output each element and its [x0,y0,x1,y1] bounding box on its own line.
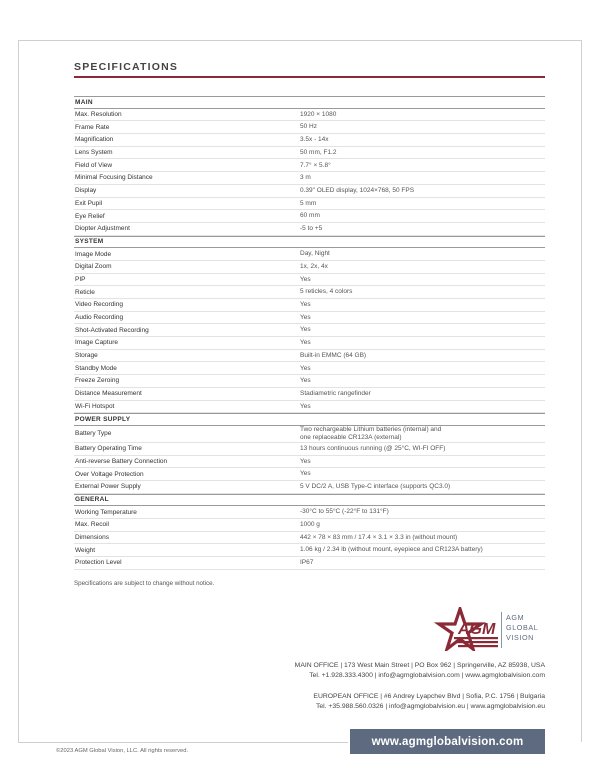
spec-row [74,121,545,134]
spec-label: Display [75,187,97,195]
spec-value: Built-in EMMC (64 GB) [300,351,367,359]
spec-label: Over Voltage Protection [75,470,144,478]
spec-label: Image Capture [75,339,118,347]
spec-value: 0.39" OLED display, 1024×768, 50 FPS [300,186,415,194]
main-office-line: MAIN OFFICE | 173 West Main Street | PO Box 962 | Springerville, AZ 85938, USA [294,662,545,669]
spec-row [74,198,545,211]
section-header [74,413,545,426]
spec-row [74,185,545,198]
spec-value: -5 to +5 [300,224,323,232]
logo-wordmark [506,613,538,643]
logo-divider [501,612,502,648]
spec-label: Distance Measurement [75,390,142,398]
spec-value: 3.5x - 14x [300,136,329,144]
spec-row [74,557,545,570]
spec-row [74,506,545,519]
spec-label: Battery Type [75,430,112,438]
spec-value: Yes [300,313,311,321]
section-title: MAIN [75,98,93,106]
spec-value: Yes [300,402,311,410]
spec-label: Eye Relief [75,212,105,220]
page-frame-bottom [18,742,348,743]
spec-value: 3 m [300,174,311,182]
spec-value: 5 V DC/2 A, USB Type-C interface (supports QC3.0) [300,483,451,491]
page-frame-top [18,40,582,41]
spec-label: Minimal Focusing Distance [75,174,153,182]
spec-row [74,481,545,494]
spec-value: Yes [300,470,311,478]
spec-label: Max. Recoil [75,521,109,529]
section-header [74,96,545,109]
spec-label: PIP [75,275,86,283]
star-logo-icon [434,607,500,651]
spec-label: Max. Resolution [75,111,122,119]
website-link[interactable]: www.agmglobalvision.com [350,729,545,754]
eu-office-line: EUROPEAN OFFICE | #6 Andrey Lyapchev Blvd | Sofia, P.C. 1756 | Bulgaria [313,693,545,700]
eu-office-contact: Tel. +35.988.560.0326 | info@agmglobalvision.eu | www.agmglobalvision.eu [315,703,545,710]
spec-label: Audio Recording [75,314,124,322]
spec-value: 5 mm [300,199,317,207]
logo-mark-text: AGM [458,621,496,638]
spec-value: Yes [300,326,311,334]
spec-row [74,401,545,414]
spec-label: Exit Pupil [75,199,103,207]
section-header [74,494,545,507]
spec-row [74,147,545,160]
spec-label: Weight [75,546,96,554]
spec-value: 50 mm, F1.2 [300,148,337,156]
spec-value: 1000 g [300,521,320,529]
spec-row [74,109,545,122]
spec-row [74,362,545,375]
copyright-text: ©2023 AGM Global Vision, LLC. All rights reserved. [56,748,189,754]
section-title: GENERAL [75,496,109,504]
spec-row [74,312,545,325]
spec-row [74,286,545,299]
spec-row [74,210,545,223]
spec-row [74,350,545,363]
spec-row [74,544,545,557]
agm-logo [434,607,546,651]
spec-row [74,223,545,236]
spec-label: Protection Level [75,559,122,567]
spec-table [74,96,545,570]
spec-value: Yes [300,301,311,309]
spec-label: Dimensions [75,534,109,542]
spec-row [74,172,545,185]
spec-label: Field of View [75,161,113,169]
spec-value: Yes [300,275,311,283]
spec-label: Magnification [75,136,114,144]
spec-value: Two rechargeable Lithium batteries (internal) and one replaceable CR123A (external) [300,426,442,441]
european-office-address [313,692,545,712]
disclaimer-note: Specifications are subject to change without notice. [74,580,215,587]
spec-value: Stadiametric rangefinder [300,389,371,397]
logo-line-agm: AGM [506,613,525,622]
spec-value: Yes [300,377,311,385]
spec-value: 50 Hz [300,123,317,131]
spec-value: 13 hours continuous running (@ 25°C, WI-FI OFF) [300,444,446,452]
spec-label: Frame Rate [75,123,110,131]
section-title: POWER SUPPLY [75,416,131,424]
spec-label: Storage [75,352,98,360]
spec-row [74,134,545,147]
spec-label: Working Temperature [75,508,137,516]
spec-row [74,159,545,172]
spec-value: Yes [300,339,311,347]
spec-label: Battery Operating Time [75,445,142,453]
spec-row [74,274,545,287]
spec-row [74,443,545,456]
spec-label: Wi-Fi Hotspot [75,402,115,410]
spec-value: 1920 × 1080 [300,110,337,118]
spec-value: Yes [300,457,311,465]
spec-value: Day, Night [300,250,330,258]
page-title: SPECIFICATIONS [74,61,179,73]
spec-label: Reticle [75,288,95,296]
section-header [74,236,545,249]
spec-value: 5 reticles, 4 colors [300,288,353,296]
spec-value: 1x, 2x, 4x [300,263,328,271]
spec-value: IP67 [300,559,314,567]
spec-row [74,261,545,274]
spec-value: 1.06 kg / 2.34 lb (without mount, eyepiece and CR123A battery) [300,546,483,554]
spec-row [74,456,545,469]
logo-line-global: GLOBAL [506,623,539,632]
spec-row [74,299,545,312]
spec-row [74,426,545,443]
spec-row [74,337,545,350]
logo-line-vision: VISION [506,633,534,642]
spec-value: 442 × 78 × 83 mm / 17.4 × 3.1 × 3.3 in (without mount) [300,533,458,541]
spec-row [74,324,545,337]
title-underline [74,76,545,78]
spec-label: Freeze Zeroing [75,377,120,385]
spec-label: Standby Mode [75,364,117,372]
main-office-contact: Tel. +1.928.333.4300 | info@agmglobalvision.com | www.agmglobalvision.com [309,672,545,679]
main-office-address [295,661,545,681]
spec-value: 7.7° × 5.8° [300,161,331,169]
spec-row [74,375,545,388]
spec-label: External Power Supply [75,483,141,491]
page-frame-left [18,40,19,742]
spec-row [74,468,545,481]
spec-label: Diopter Adjustment [75,225,130,233]
page-frame-right [581,40,582,742]
spec-row [74,248,545,261]
spec-label: Shot-Activated Recording [75,326,149,334]
spec-row [74,532,545,545]
spec-label: Image Mode [75,250,112,258]
spec-value: Yes [300,364,311,372]
spec-label: Lens System [75,149,113,157]
spec-value: 60 mm [300,212,320,220]
spec-label: Anti-reverse Battery Connection [75,457,168,465]
spec-label: Video Recording [75,301,123,309]
section-title: SYSTEM [75,238,104,246]
spec-value: -30°C to 55°C (-22°F to 131°F) [300,508,389,516]
spec-row [74,388,545,401]
spec-row [74,519,545,532]
spec-label: Digital Zoom [75,263,112,271]
